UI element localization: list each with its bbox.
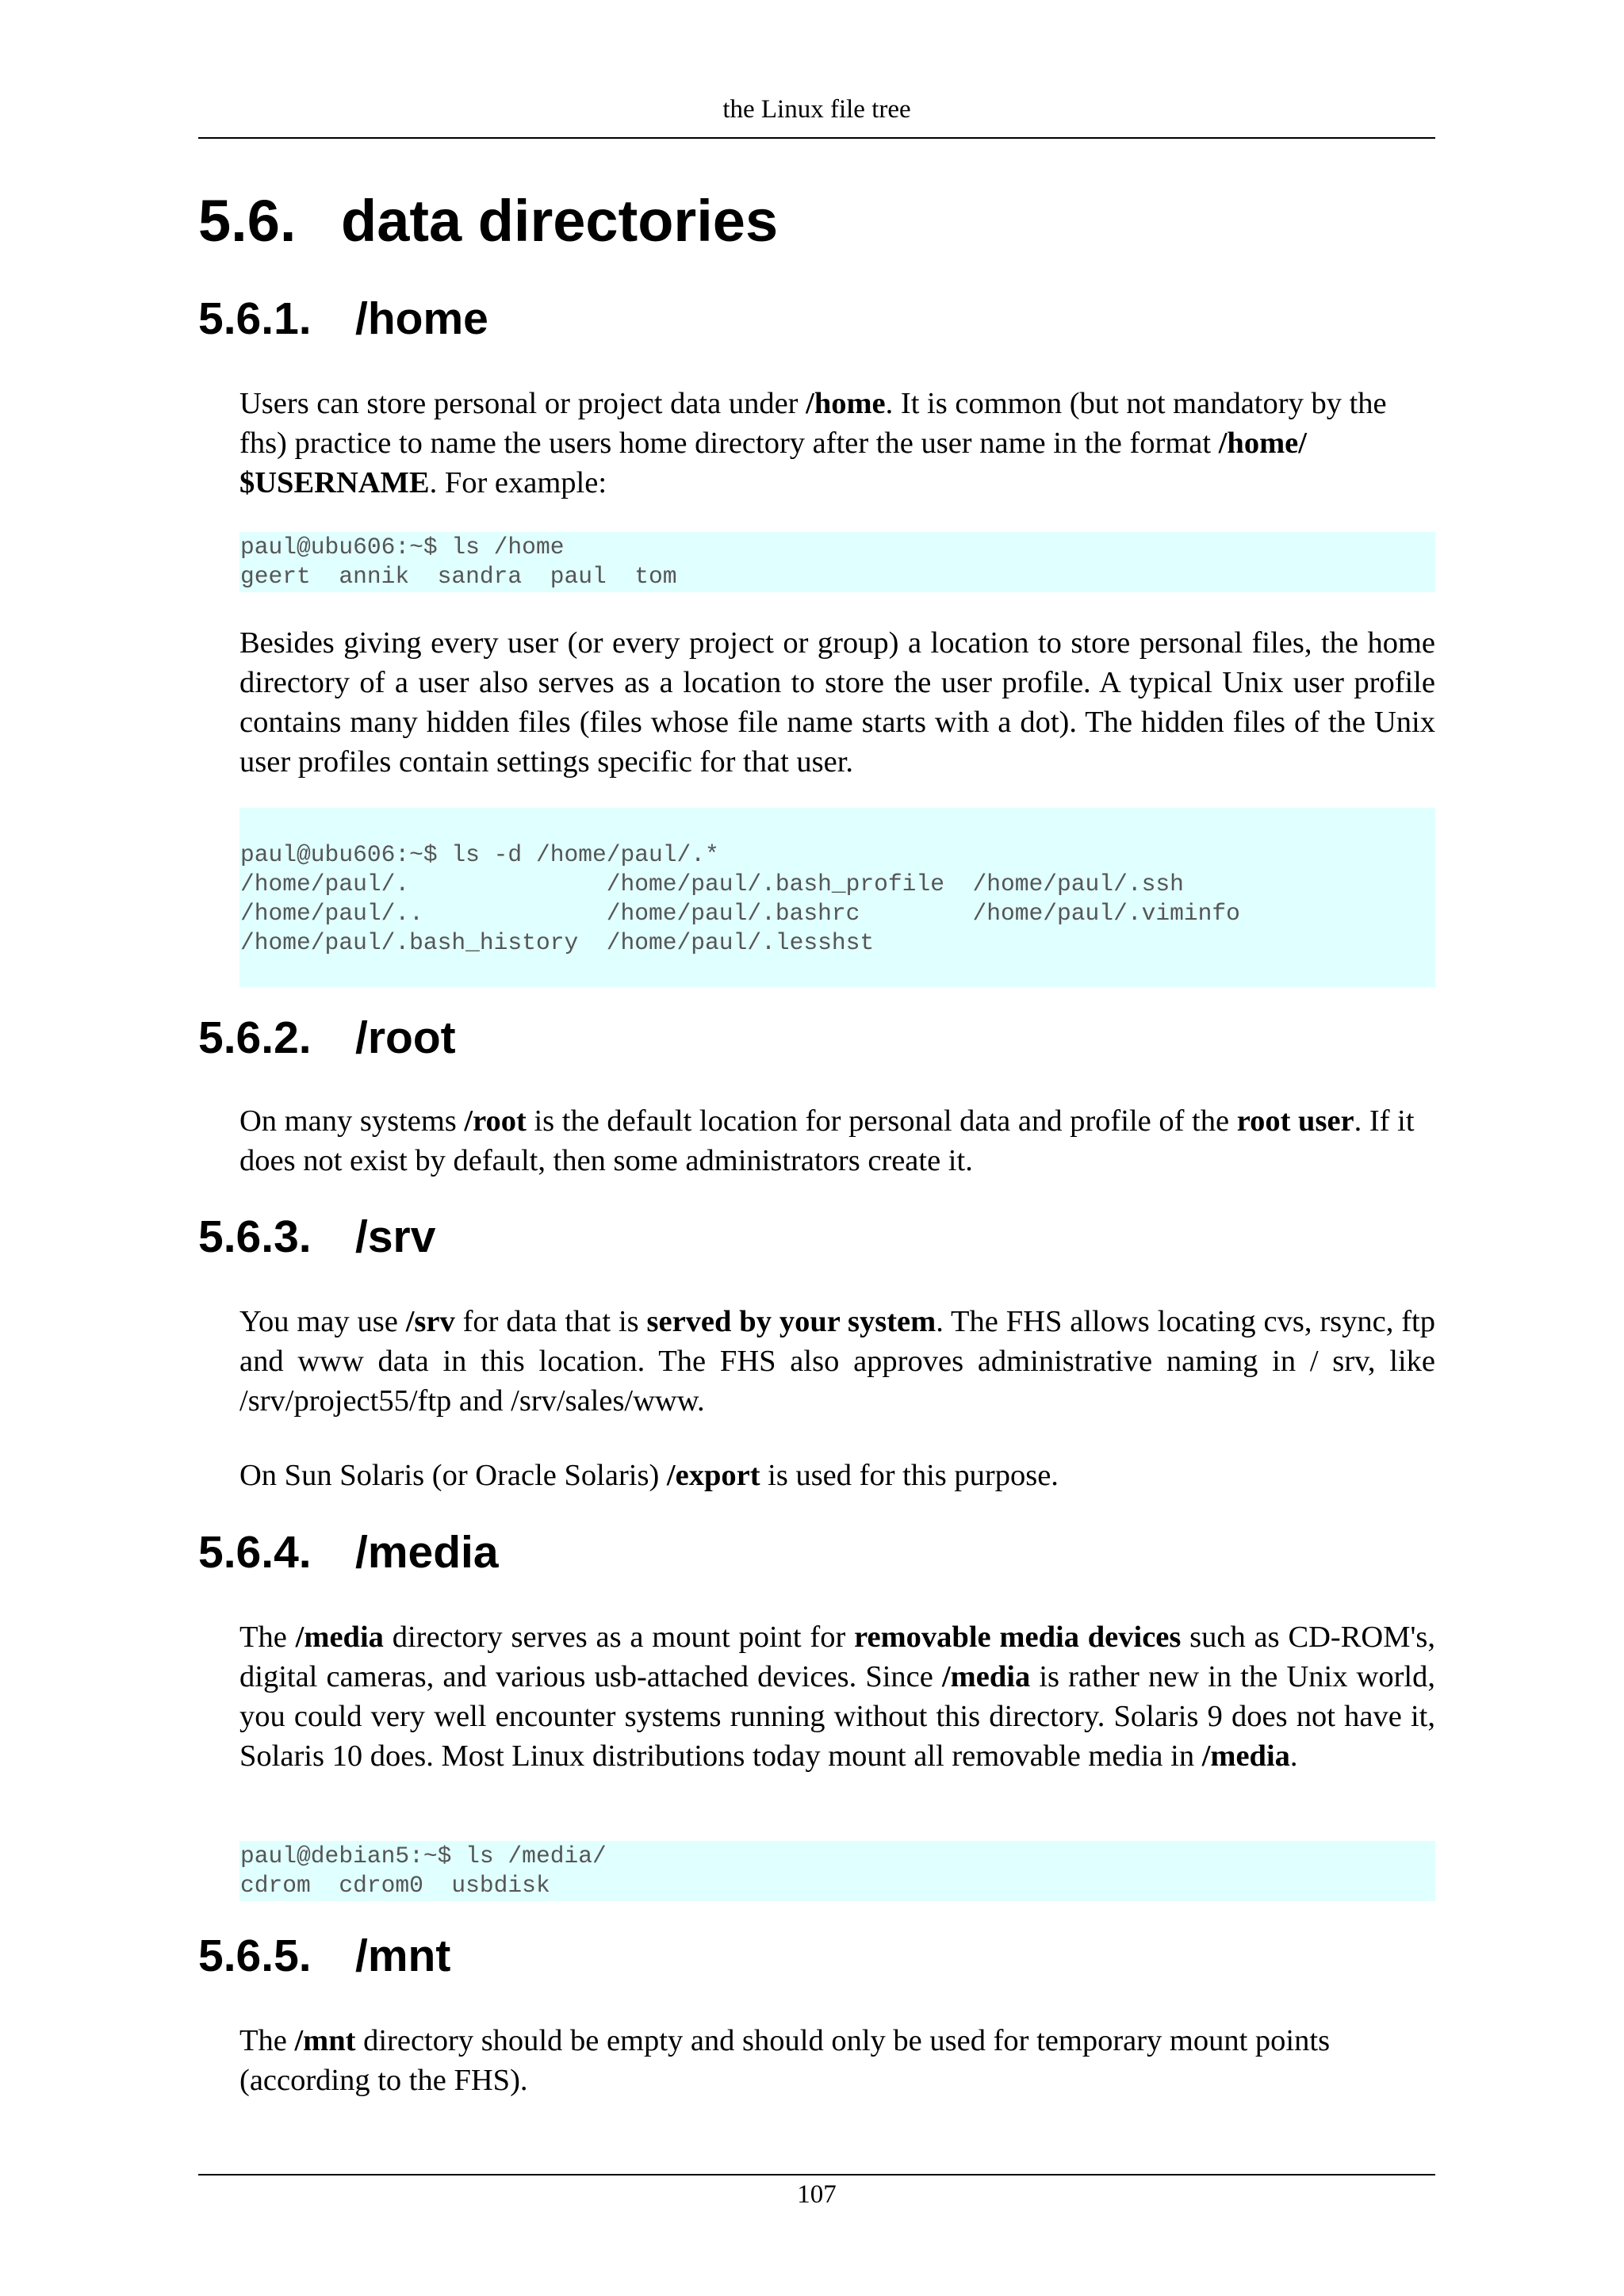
subsection-title: /srv [355, 1211, 436, 1262]
footer-rule [198, 2174, 1435, 2175]
bold-term: /root [464, 1104, 527, 1138]
code-block-ls-profile [239, 808, 1435, 987]
bold-term: /mnt [294, 2024, 356, 2057]
code-block-ls-home [239, 532, 1435, 592]
code-line: paul@debian5:~$ ls /media/ [240, 1843, 607, 1869]
subsection-number: 5.6.4. [198, 1527, 312, 1578]
paragraph-home-profile: Besides giving every user (or every project or group) a location to store personal files, the home directory of a user also serves as a location to store the user profile. A typical Unix user profile contains many hidden files (files whose file name starts with a dot). The hidden files of the Unix user profiles contain settings specific for that user. [239, 626, 1435, 779]
bold-term: served by your system [646, 1305, 936, 1338]
subsection-title: /media [355, 1527, 499, 1578]
paragraph-home-intro: Users can store personal or project data under /home. It is common (but not mandatory by the fhs) practice to name the users home directory after the user name in the format /home/ $USERNAME. For example: [239, 387, 1387, 499]
code-line [240, 811, 1435, 840]
subsection-heading-home [198, 292, 488, 346]
subsection-heading-media [198, 1525, 499, 1579]
subsection-heading-mnt [198, 1929, 450, 1983]
bold-term: /home/ $USERNAME [239, 427, 1307, 499]
paragraph-srv: You may use /srv for data that is served by your system. The FHS allows locating cvs, rsync, ftp and www data in this location. The FHS also approves administrative naming in / srv, like /srv/project55/ftp and /srv/sales/www. [239, 1305, 1435, 1418]
bold-term: root user [1236, 1104, 1354, 1138]
bold-term: /media [941, 1660, 1031, 1693]
bold-term: removable media devices [854, 1621, 1182, 1654]
subsection-title: /root [355, 1012, 456, 1063]
running-header: the Linux file tree [722, 95, 911, 124]
code-line: /home/paul/.bash_history /home/paul/.lesshst [240, 929, 875, 956]
paragraph-mnt: The /mnt directory should be empty and should only be used for temporary mount points (according to the FHS). [239, 2024, 1331, 2097]
bold-term: /media [1201, 1739, 1290, 1773]
subsection-number: 5.6.5. [198, 1931, 312, 1981]
section-number: 5.6. [198, 188, 297, 254]
subsection-number: 5.6.3. [198, 1211, 312, 1262]
subsection-number: 5.6.2. [198, 1012, 312, 1063]
bold-term: /srv [405, 1305, 455, 1338]
paragraph-srv-solaris: On Sun Solaris (or Oracle Solaris) /export is used for this purpose. [239, 1459, 1059, 1492]
subsection-heading-root [198, 1011, 456, 1065]
bold-term: /media [295, 1621, 384, 1654]
code-line: paul@ubu606:~$ ls /home [240, 534, 565, 561]
paragraph-media: The /media directory serves as a mount point for removable media devices such as CD-ROM's, digital cameras, and various usb-attached devices. Since /media is rather new in the Unix world, you could very well encounter systems running without this directory. Solaris 9 does not have it, Solaris 10 does. Most Linux distributions today mount all removable media in /media. [239, 1621, 1436, 1773]
code-line [240, 958, 1435, 987]
code-line: cdrom cdrom0 usbdisk [240, 1872, 550, 1899]
bold-term: /home [806, 387, 886, 420]
section-heading [198, 186, 778, 256]
subsection-number: 5.6.1. [198, 293, 312, 344]
subsection-title: /home [355, 293, 488, 344]
page-number: 107 [797, 2180, 837, 2209]
code-block-ls-media [239, 1841, 1435, 1901]
code-line: geert annik sandra paul tom [240, 563, 677, 590]
code-line: /home/paul/.. /home/paul/.bashrc /home/paul/.viminfo [240, 900, 1240, 927]
code-line: /home/paul/. /home/paul/.bash_profile /home/paul/.ssh [240, 871, 1184, 897]
paragraph-root: On many systems /root is the default location for personal data and profile of the root user. If it does not exist by default, then some administrators create it. [239, 1104, 1415, 1177]
subsection-heading-srv [198, 1210, 435, 1264]
subsection-title: /mnt [355, 1931, 451, 1981]
bold-term: /export [666, 1459, 760, 1492]
section-title: data directories [341, 188, 779, 254]
header-rule [198, 137, 1435, 139]
code-line: paul@ubu606:~$ ls -d /home/paul/.* [240, 841, 719, 868]
